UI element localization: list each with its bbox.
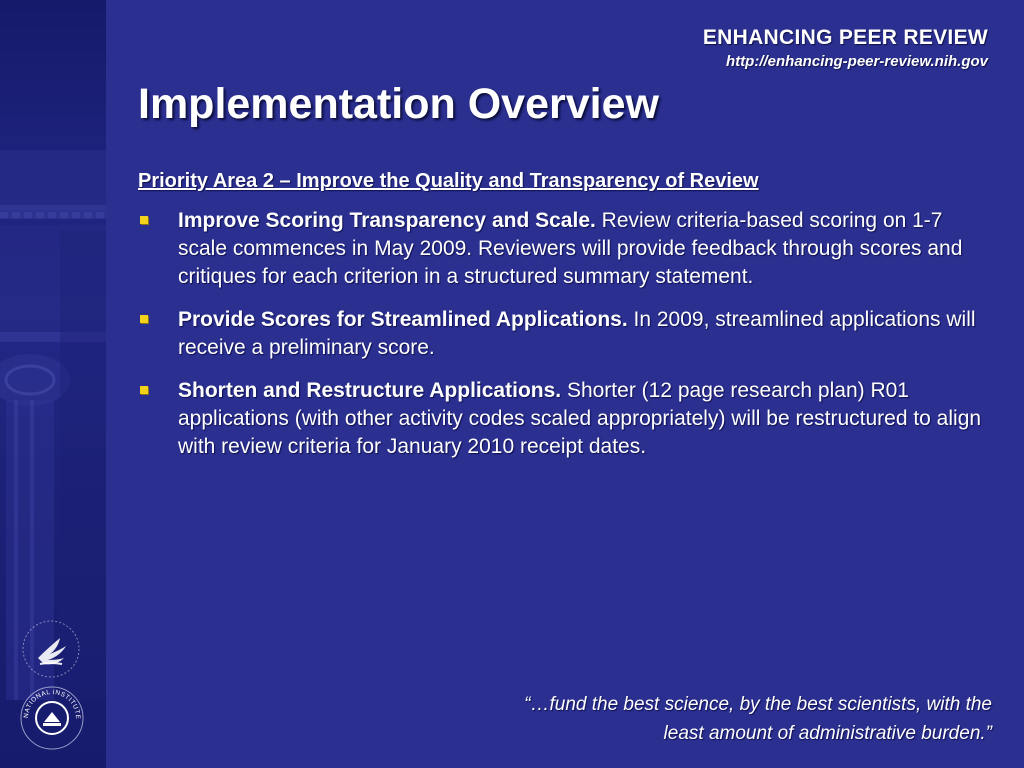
- bullet-item: [138, 207, 988, 291]
- content-area: [138, 170, 988, 476]
- section-heading: Priority Area 2 – Improve the Quality and Transparency of Review: [138, 170, 759, 192]
- brand-title: ENHANCING PEER REVIEW: [702, 26, 988, 49]
- bullet-text: In 2009, streamlined applications will receive a preliminary score.: [178, 308, 976, 359]
- bullet-text: Shorter (12 page research plan) R01 applications (with other activity codes scaled appropriately) will be restructured to align with review criteria for January 2010 receipt dates.: [178, 379, 982, 458]
- nih-logo: [18, 684, 86, 757]
- bullet-item: [138, 306, 988, 362]
- quote-line-2: least amount of administrative burden.”: [663, 723, 992, 744]
- bullet-lead: Improve Scoring Transparency and Scale.: [178, 209, 596, 232]
- bullet-lead: Shorten and Restructure Applications.: [178, 379, 562, 402]
- hhs-eagle-icon: [20, 618, 82, 680]
- footer-quote: [392, 690, 992, 748]
- bullet-marker-icon: [140, 216, 148, 224]
- bullet-lead: Provide Scores for Streamlined Applications.: [178, 308, 628, 331]
- bullet-marker-icon: [140, 386, 148, 394]
- page-title: Implementation Overview: [138, 80, 659, 128]
- bullet-item: [138, 377, 988, 461]
- nih-seal-icon: [18, 684, 86, 752]
- bullet-marker-icon: [140, 315, 148, 323]
- hhs-logo: [20, 618, 82, 685]
- bullet-text: Review criteria-based scoring on 1-7 scale commences in May 2009. Reviewers will provide feedback through scores and critiques for each criterion in a structured summary statement.: [178, 209, 963, 288]
- quote-line-1: “…fund the best science, by the best scientists, with the: [524, 694, 992, 715]
- brand-url[interactable]: http://enhancing-peer-review.nih.gov: [726, 53, 988, 70]
- nih-seal-text: NATIONAL INSTITUTE: [22, 688, 82, 720]
